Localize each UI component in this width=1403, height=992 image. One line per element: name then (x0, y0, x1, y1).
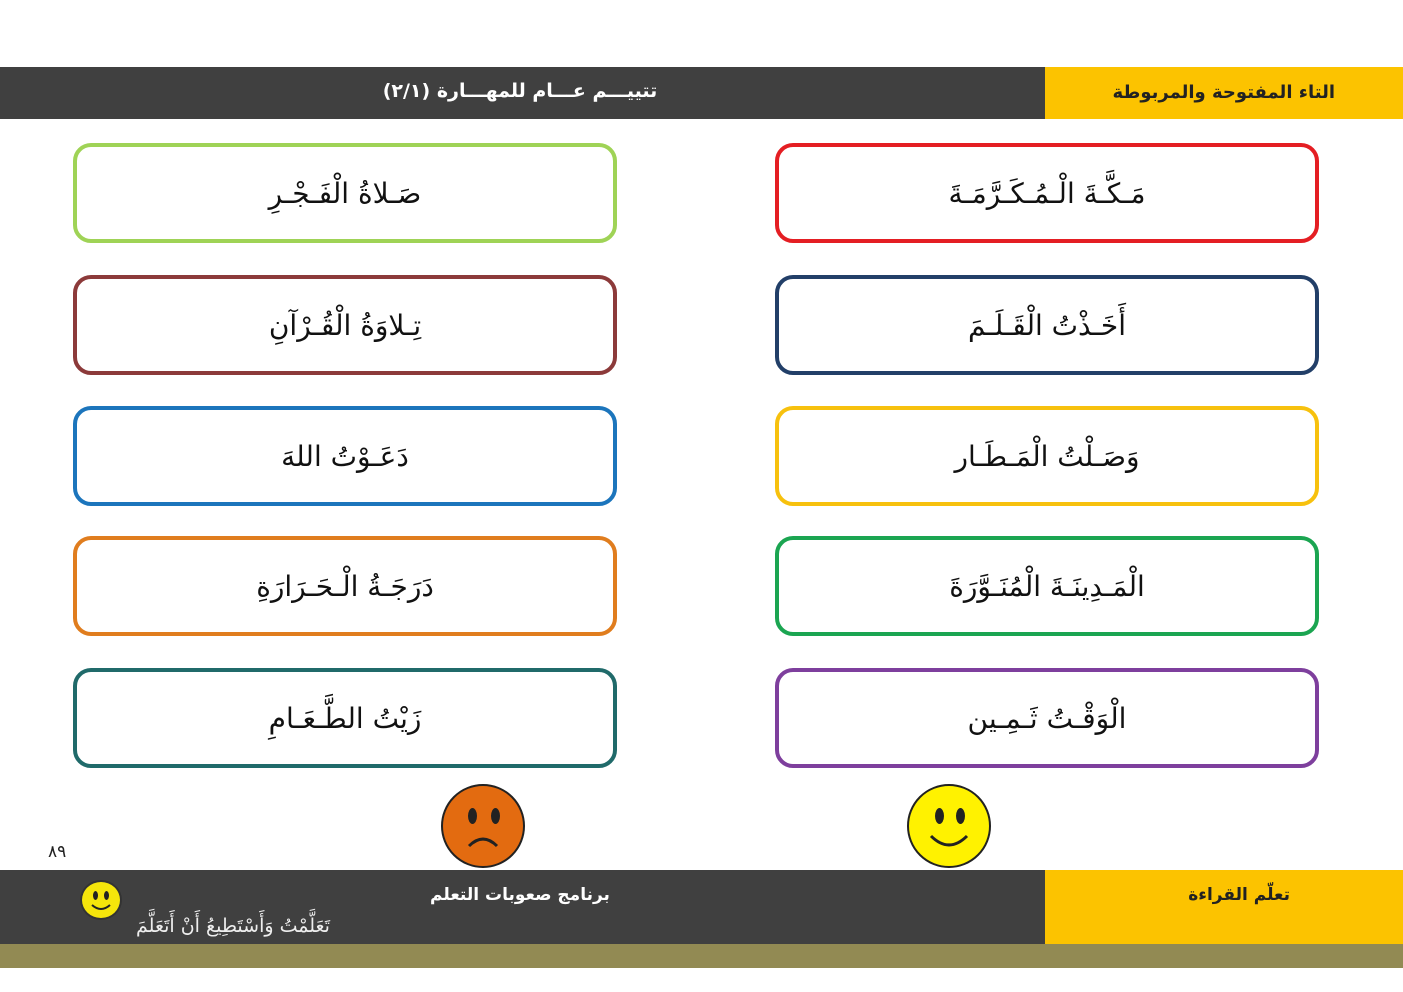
smiley-logo-icon (80, 880, 122, 920)
card-left-1[interactable] (73, 143, 617, 243)
happy-face-icon[interactable] (907, 784, 991, 868)
card-right-5[interactable] (775, 668, 1319, 768)
page-number: ٨٩ (48, 842, 67, 862)
card-left-2[interactable] (73, 275, 617, 375)
card-text: زَيْتُ الطَّـعَـامِ (268, 701, 422, 735)
card-text: دَعَـوْتُ اللهَ (281, 439, 409, 473)
card-text: وَصَـلْتُ الْمَـطَـار (954, 439, 1140, 473)
card-text: تِـلاوَةُ الْقُـرْآنِ (268, 308, 422, 342)
card-text: صَـلاةُ الْفَـجْـرِ (268, 176, 422, 210)
card-right-4[interactable] (775, 536, 1319, 636)
footer-stripe (0, 944, 1403, 968)
card-left-4[interactable] (73, 536, 617, 636)
topic-title: التاء المفتوحة والمربوطة (1112, 82, 1335, 103)
footer-gold-band (1045, 870, 1403, 944)
card-right-1[interactable] (775, 143, 1319, 243)
card-left-5[interactable] (73, 668, 617, 768)
card-text: مَـكَّـةَ الْـمُـكَـرَّمَـةَ (948, 176, 1146, 210)
card-left-3[interactable] (73, 406, 617, 506)
book-title: تعلّم القراءة (1188, 885, 1290, 905)
card-text: أَخَـذْتُ الْقَـلَـمَ (967, 308, 1127, 342)
slogan: تَعَلَّمْتُ وَأَسْتَطِيعُ أَنْ أَتَعَلَّمَ (136, 915, 330, 937)
happy-mouth-icon (907, 784, 991, 868)
program-name: برنامج صعوبات التعلم (430, 885, 610, 905)
card-text: الْمَـدِينَـةَ الْمُنَـوَّرَةَ (949, 569, 1145, 603)
card-text: الْوَقْـتُ ثَـمِـين (967, 701, 1127, 735)
card-right-3[interactable] (775, 406, 1319, 506)
card-text: دَرَجَـةُ الْـحَـرَارَةِ (256, 569, 434, 603)
card-right-2[interactable] (775, 275, 1319, 375)
sad-face-icon[interactable] (441, 784, 525, 868)
page-title: تتييـــم عـــام للمهـــارة (٢/١) (382, 80, 658, 102)
sad-mouth-icon (441, 784, 525, 868)
